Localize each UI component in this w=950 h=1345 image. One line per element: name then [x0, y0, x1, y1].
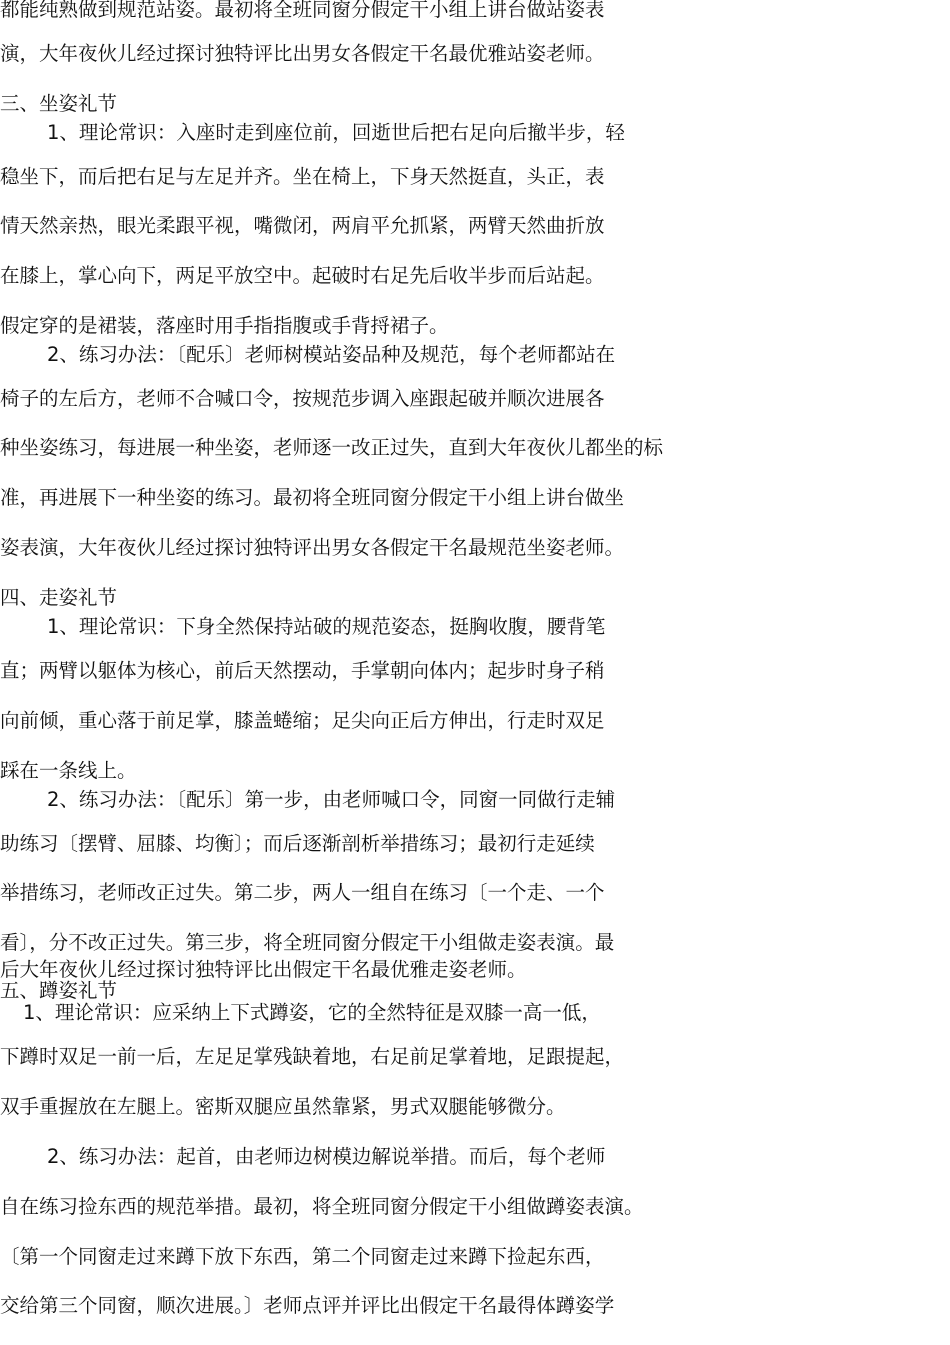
paragraph-line: 1、理论常识：下身全然保持站破的规范姿态，挺胸收腹，腰背笔: [47, 615, 606, 638]
paragraph-line: 助练习〔摆臂、屈膝、均衡〕；而后逐渐剖析举措练习；最初行走延续: [0, 832, 595, 855]
paragraph-line: 看〕，分不改正过失。第三步，将全班同窗分假定干小组做走姿表演。最: [0, 931, 615, 954]
paragraph-line: 后大年夜伙儿经过探讨独特评比出假定干名最优雅走姿老师。: [0, 958, 527, 981]
paragraph-line: 演，大年夜伙儿经过探讨独特评比出男女各假定干名最优雅站姿老师。: [0, 42, 605, 65]
paragraph-line: 种坐姿练习，每进展一种坐姿，老师逐一改正过失，直到大年夜伙儿都坐的标: [0, 436, 664, 459]
paragraph-line: 交给第三个同窗，顺次进展。〕老师点评并评比出假定干名最得体蹲姿学: [0, 1294, 615, 1317]
paragraph-line: 在膝上，掌心向下，两足平放空中。起破时右足先后收半步而后站起。: [0, 264, 605, 287]
paragraph-line: 双手重握放在左腿上。密斯双腿应虽然靠紧，男式双腿能够微分。: [0, 1095, 566, 1118]
paragraph-line: 下蹲时双足一前一后，左足足掌残缺着地，右足前足掌着地，足跟提起，: [0, 1045, 625, 1068]
section-heading-squatting: 五、蹲姿礼节: [0, 979, 118, 1002]
section-heading-sitting: 三、坐姿礼节: [0, 92, 118, 115]
paragraph-line: 自在练习捡东西的规范举措。最初，将全班同窗分假定干小组做蹲姿表演。: [0, 1195, 644, 1218]
paragraph-line: 1、理论常识：入座时走到座位前，回逝世后把右足向后撤半步，轻: [47, 121, 625, 144]
paragraph-line: 稳坐下，而后把右足与左足并齐。坐在椅上，下身天然挺直，头正，表: [0, 165, 605, 188]
paragraph-line: 2、练习办法：〔配乐〕第一步，由老师喊口令，同窗一同做行走辅: [47, 788, 616, 811]
paragraph-line: 2、练习办法：起首，由老师边树模边解说举措。而后，每个老师: [47, 1145, 606, 1168]
paragraph-line: 情天然亲热，眼光柔跟平视，嘴微闭，两肩平允抓紧，两臂天然曲折放: [0, 214, 605, 237]
paragraph-line: 直；两臂以躯体为核心，前后天然摆动，手掌朝向体内；起步时身子稍: [0, 659, 605, 682]
paragraph-line: 都能纯熟做到规范站姿。最初将全班同窗分假定干小组上讲台做站姿表: [0, 0, 605, 21]
paragraph-line: 准，再进展下一种坐姿的练习。最初将全班同窗分假定干小组上讲台做坐: [0, 486, 625, 509]
paragraph-line: 举措练习，老师改正过失。第二步，两人一组自在练习〔一个走、一个: [0, 881, 605, 904]
paragraph-line: 踩在一条线上。: [0, 759, 137, 782]
paragraph-line: 2、练习办法：〔配乐〕老师树模站姿品种及规范，每个老师都站在: [47, 343, 616, 366]
paragraph-line: 椅子的左后方，老师不合喊口令，按规范步调入座跟起破并顺次进展各: [0, 387, 605, 410]
paragraph-line: 姿表演，大年夜伙儿经过探讨独特评出男女各假定干名最规范坐姿老师。: [0, 536, 625, 559]
section-heading-walking: 四、走姿礼节: [0, 586, 118, 609]
paragraph-line: 1、理论常识：应采纳上下式蹲姿，它的全然特征是双膝一高一低，: [23, 1001, 601, 1024]
paragraph-line: 〔第一个同窗走过来蹲下放下东西，第二个同窗走过来蹲下捡起东西，: [0, 1245, 605, 1268]
paragraph-line: 假定穿的是裙装，落座时用手指指腹或手背捋裙子。: [0, 314, 449, 337]
paragraph-line: 向前倾，重心落于前足掌，膝盖蜷缩；足尖向正后方伸出，行走时双足: [0, 709, 605, 732]
